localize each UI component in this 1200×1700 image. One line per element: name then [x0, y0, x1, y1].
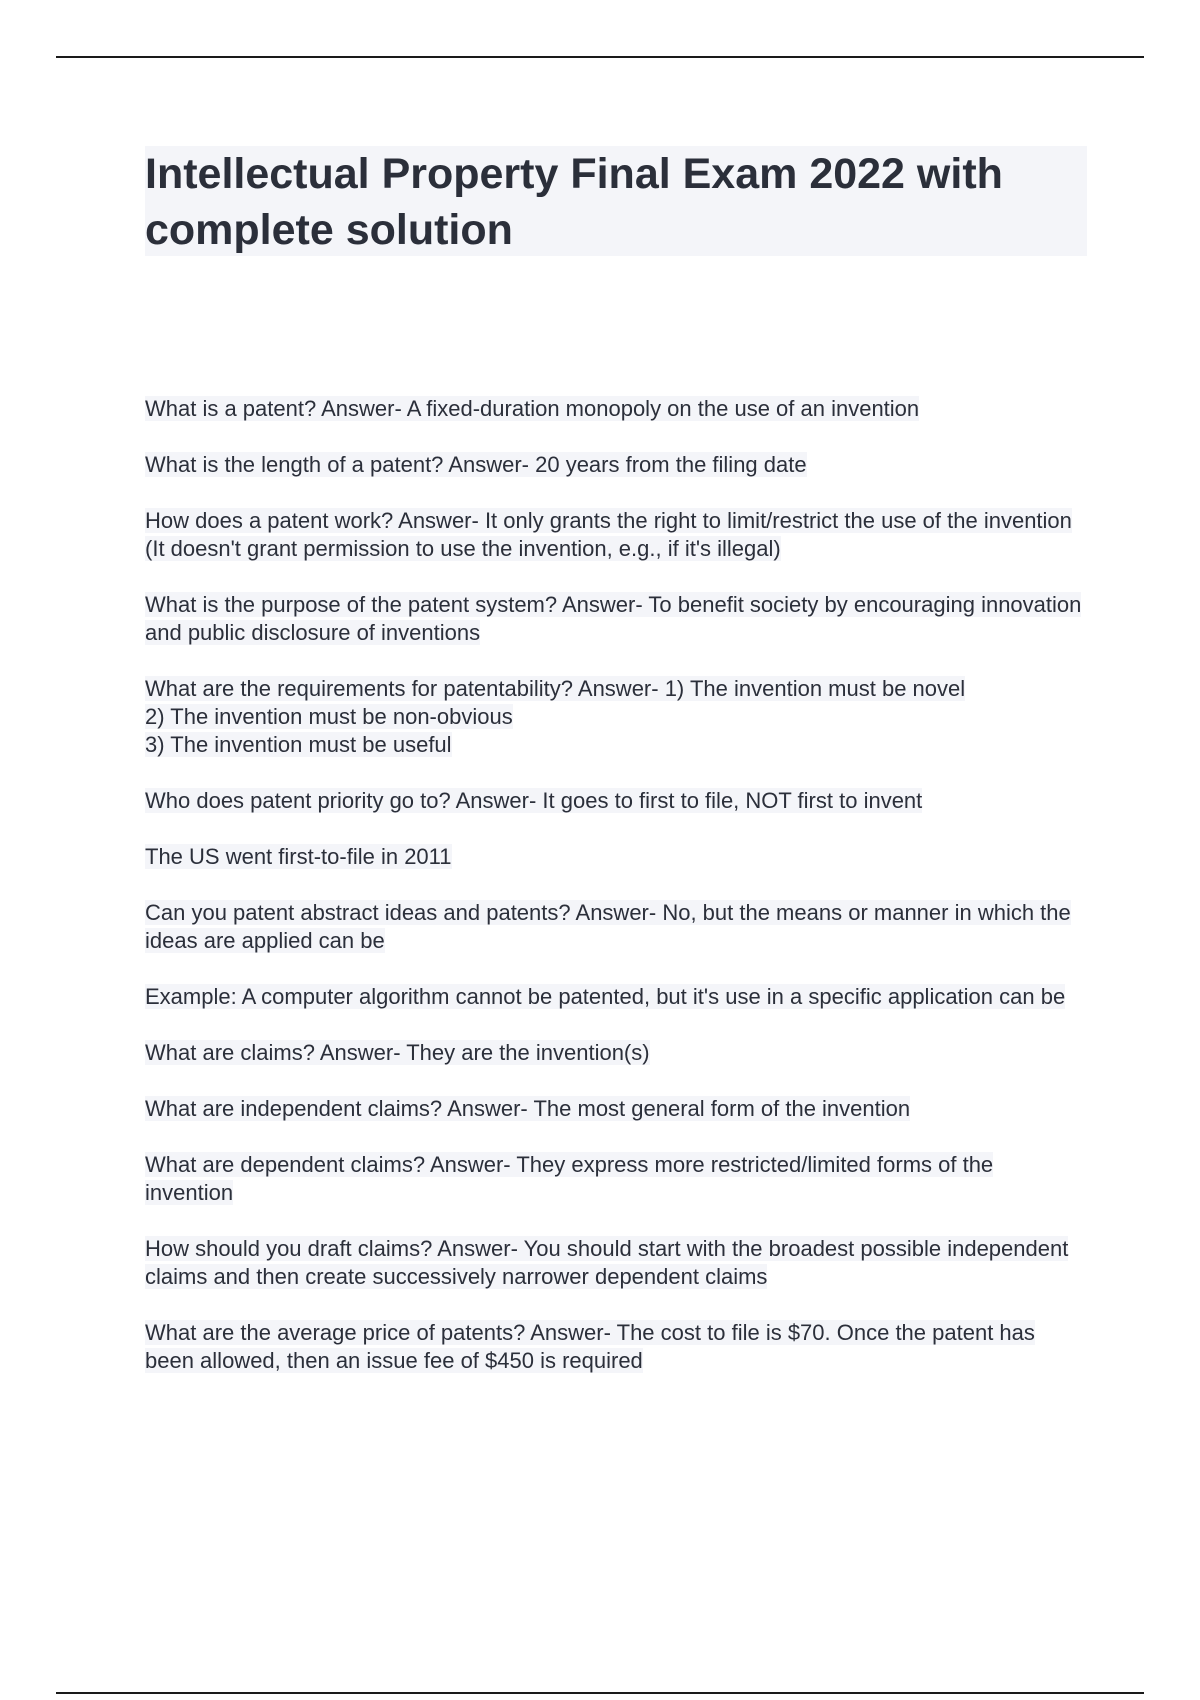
qa-paragraph [145, 843, 1087, 871]
paragraph-text: How should you draft claims? Answer- You should start with the broadest possible independent claims and then create successively narrower dependent claims [145, 1236, 1069, 1289]
qa-paragraph [145, 983, 1087, 1011]
paragraph-text: How does a patent work? Answer- It only grants the right to limit/restrict the use of the invention (It doesn't grant permission to use the invention, e.g., if it's illegal) [145, 508, 1072, 561]
paragraph-text: What are the average price of patents? Answer- The cost to file is $70. Once the patent has been allowed, then an issue fee of $450 is required [145, 1320, 1035, 1373]
paragraph-text: The US went first-to-file in 2011 [145, 844, 452, 869]
paragraph-text: What are claims? Answer- They are the invention(s) [145, 1040, 650, 1065]
qa-paragraph [145, 507, 1087, 563]
qa-paragraph [145, 395, 1087, 423]
paragraph-text: What are independent claims? Answer- The most general form of the invention [145, 1096, 911, 1121]
qa-paragraph [145, 1319, 1087, 1375]
bottom-rule [56, 1692, 1144, 1694]
paragraph-text: What is the length of a patent? Answer- 20 years from the filing date [145, 452, 807, 477]
qa-paragraph [145, 591, 1087, 647]
paragraph-text: Can you patent abstract ideas and patents? Answer- No, but the means or manner in which the ideas are applied can be [145, 900, 1071, 953]
qa-paragraph [145, 675, 1087, 759]
paragraph-text: What are the requirements for patentability? Answer- 1) The invention must be novel 2) The invention must be non-obvious 3) The invention must be useful [145, 676, 966, 757]
qa-paragraph [145, 451, 1087, 479]
paragraph-text: Example: A computer algorithm cannot be patented, but it's use in a specific application can be [145, 984, 1066, 1009]
qa-paragraph [145, 1039, 1087, 1067]
qa-paragraph [145, 1235, 1087, 1291]
qa-paragraph [145, 787, 1087, 815]
qa-paragraph [145, 1151, 1087, 1207]
top-rule [56, 56, 1144, 58]
paragraph-text: What are dependent claims? Answer- They express more restricted/limited forms of the invention [145, 1152, 994, 1205]
paragraph-text: What is the purpose of the patent system? Answer- To benefit society by encouraging innovation and public disclosure of inventions [145, 592, 1082, 645]
qa-paragraph [145, 899, 1087, 955]
qa-paragraph [145, 1095, 1087, 1123]
paragraph-text: What is a patent? Answer- A fixed-duration monopoly on the use of an invention [145, 396, 920, 421]
document-body [145, 395, 1087, 1403]
document-title: Intellectual Property Final Exam 2022 with complete solution [145, 150, 1003, 254]
title-block [145, 146, 1087, 256]
paragraph-text: Who does patent priority go to? Answer- It goes to first to file, NOT first to invent [145, 788, 923, 813]
